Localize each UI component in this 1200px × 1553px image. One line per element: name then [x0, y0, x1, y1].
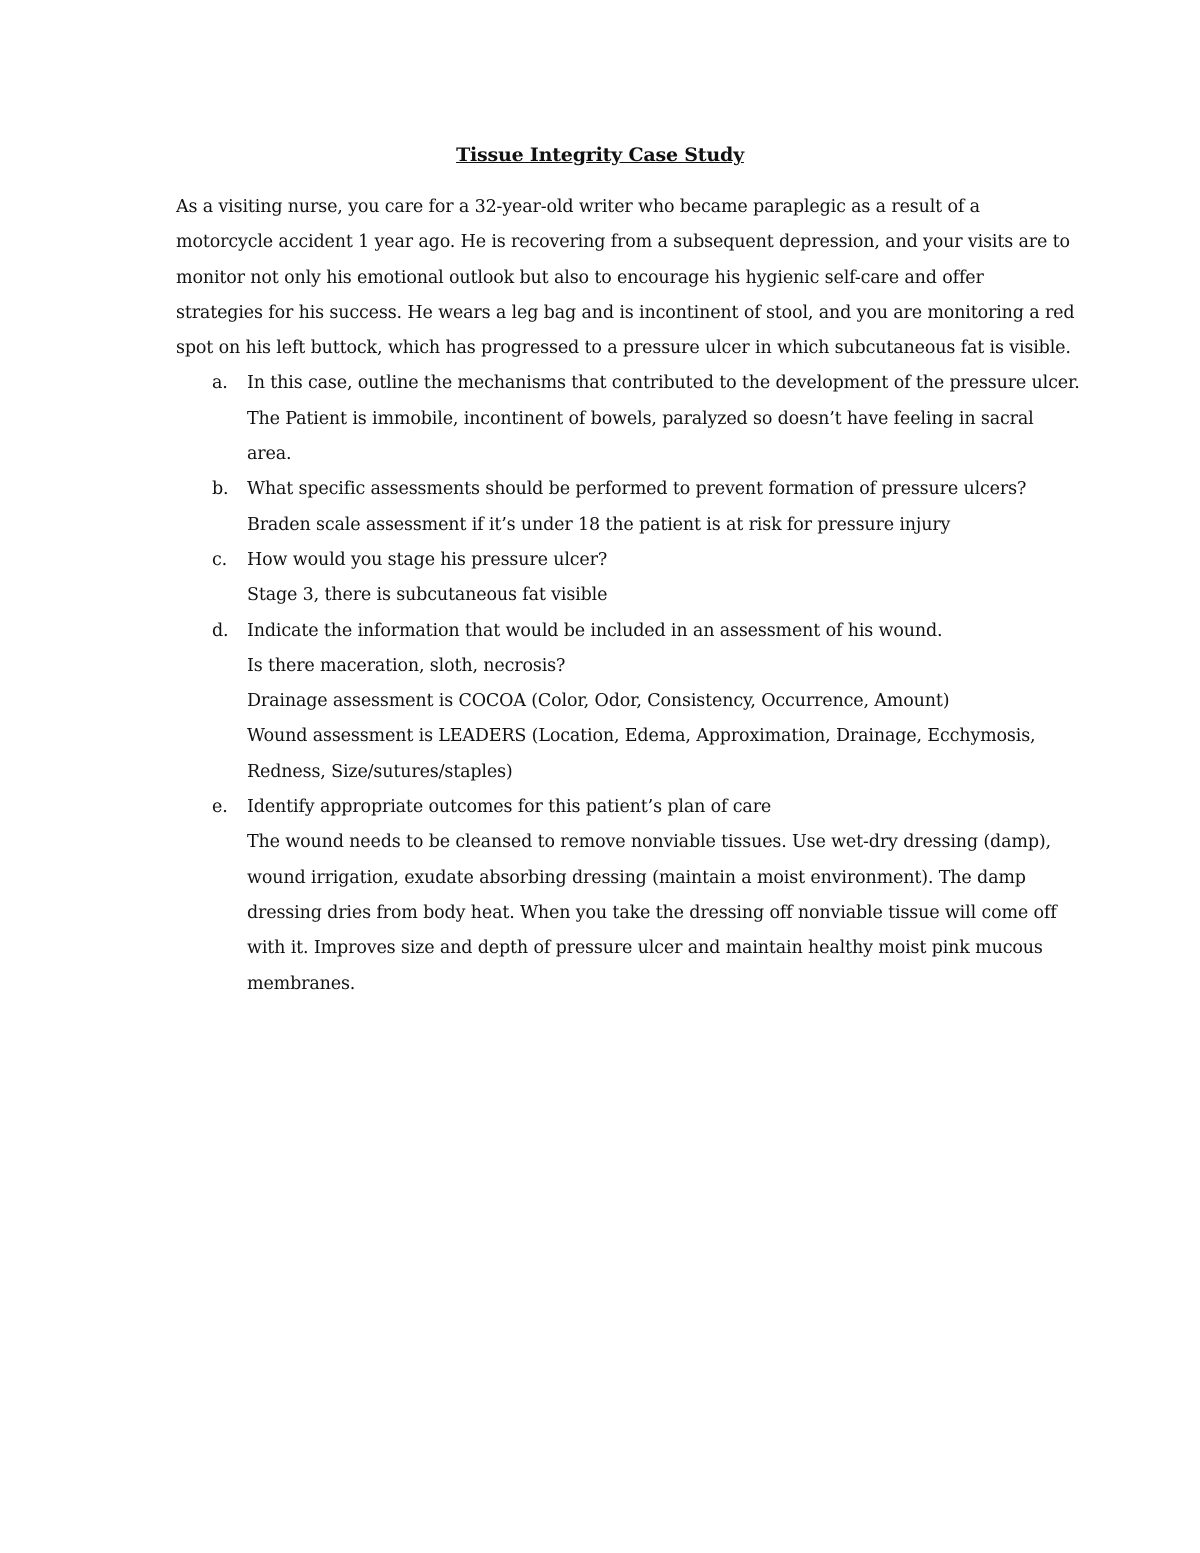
answer-line: area. — [247, 444, 292, 465]
question-item-a — [176, 366, 1080, 472]
question-item-d — [176, 614, 1076, 790]
answer-line: membranes. — [247, 973, 356, 994]
question-text: Identify appropriate outcomes for this patient’s plan of care — [247, 797, 772, 818]
answer-line: The Patient is immobile, incontinent of bowels, paralyzed so doesn’t have feeling in sacral — [247, 408, 1034, 429]
question-text: What specific assessments should be performed to prevent formation of pressure ulcers? — [247, 479, 1027, 500]
intro-paragraph — [176, 190, 1076, 366]
question-item-b — [176, 472, 1076, 543]
question-item-e — [176, 790, 1076, 1002]
answer-line: Stage 3, there is subcutaneous fat visible — [247, 585, 608, 606]
list-marker: d. — [212, 620, 229, 641]
list-marker: e. — [212, 797, 228, 818]
question-text: Indicate the information that would be included in an assessment of his wound. — [247, 620, 943, 641]
document-body — [176, 190, 1080, 1002]
intro-line: As a visiting nurse, you care for a 32-year-old writer who became paraplegic as a result of a — [176, 197, 980, 217]
answer-line: Wound assessment is LEADERS (Location, Edema, Approximation, Drainage, Ecchymosis, — [247, 726, 1036, 747]
intro-line: monitor not only his emotional outlook but also to encourage his hygienic self-care and offer — [176, 267, 984, 288]
answer-line: Is there maceration, sloth, necrosis? — [247, 655, 566, 676]
intro-line: motorcycle accident 1 year ago. He is recovering from a subsequent depression, and your visits are to — [176, 232, 1070, 253]
question-text: In this case, outline the mechanisms that contributed to the development of the pressure ulcer. — [247, 373, 1080, 394]
list-marker: c. — [212, 549, 228, 570]
answer-line: Braden scale assessment if it’s under 18 the patient is at risk for pressure injury — [247, 514, 951, 535]
answer-line: Redness, Size/sutures/staples) — [247, 761, 513, 782]
question-item-c — [176, 543, 1076, 614]
list-marker: a. — [212, 373, 228, 394]
list-marker: b. — [212, 479, 229, 500]
answer-line: wound irrigation, exudate absorbing dressing (maintain a moist environment). The damp — [247, 867, 1026, 888]
document-title: Tissue Integrity Case Study — [456, 144, 744, 166]
answer-line: Drainage assessment is COCOA (Color, Odor, Consistency, Occurrence, Amount) — [247, 691, 950, 712]
answer-line: The wound needs to be cleansed to remove nonviable tissues. Use wet-dry dressing (damp), — [247, 832, 1051, 853]
intro-line: spot on his left buttock, which has progressed to a pressure ulcer in which subcutaneous fat is visible. — [176, 338, 1071, 359]
answer-line: dressing dries from body heat. When you take the dressing off nonviable tissue will come off — [247, 902, 1057, 923]
answer-line: with it. Improves size and depth of pressure ulcer and maintain healthy moist pink mucous — [247, 938, 1043, 959]
intro-line: strategies for his success. He wears a leg bag and is incontinent of stool, and you are monitoring a red — [176, 302, 1075, 323]
question-text: How would you stage his pressure ulcer? — [247, 549, 608, 570]
